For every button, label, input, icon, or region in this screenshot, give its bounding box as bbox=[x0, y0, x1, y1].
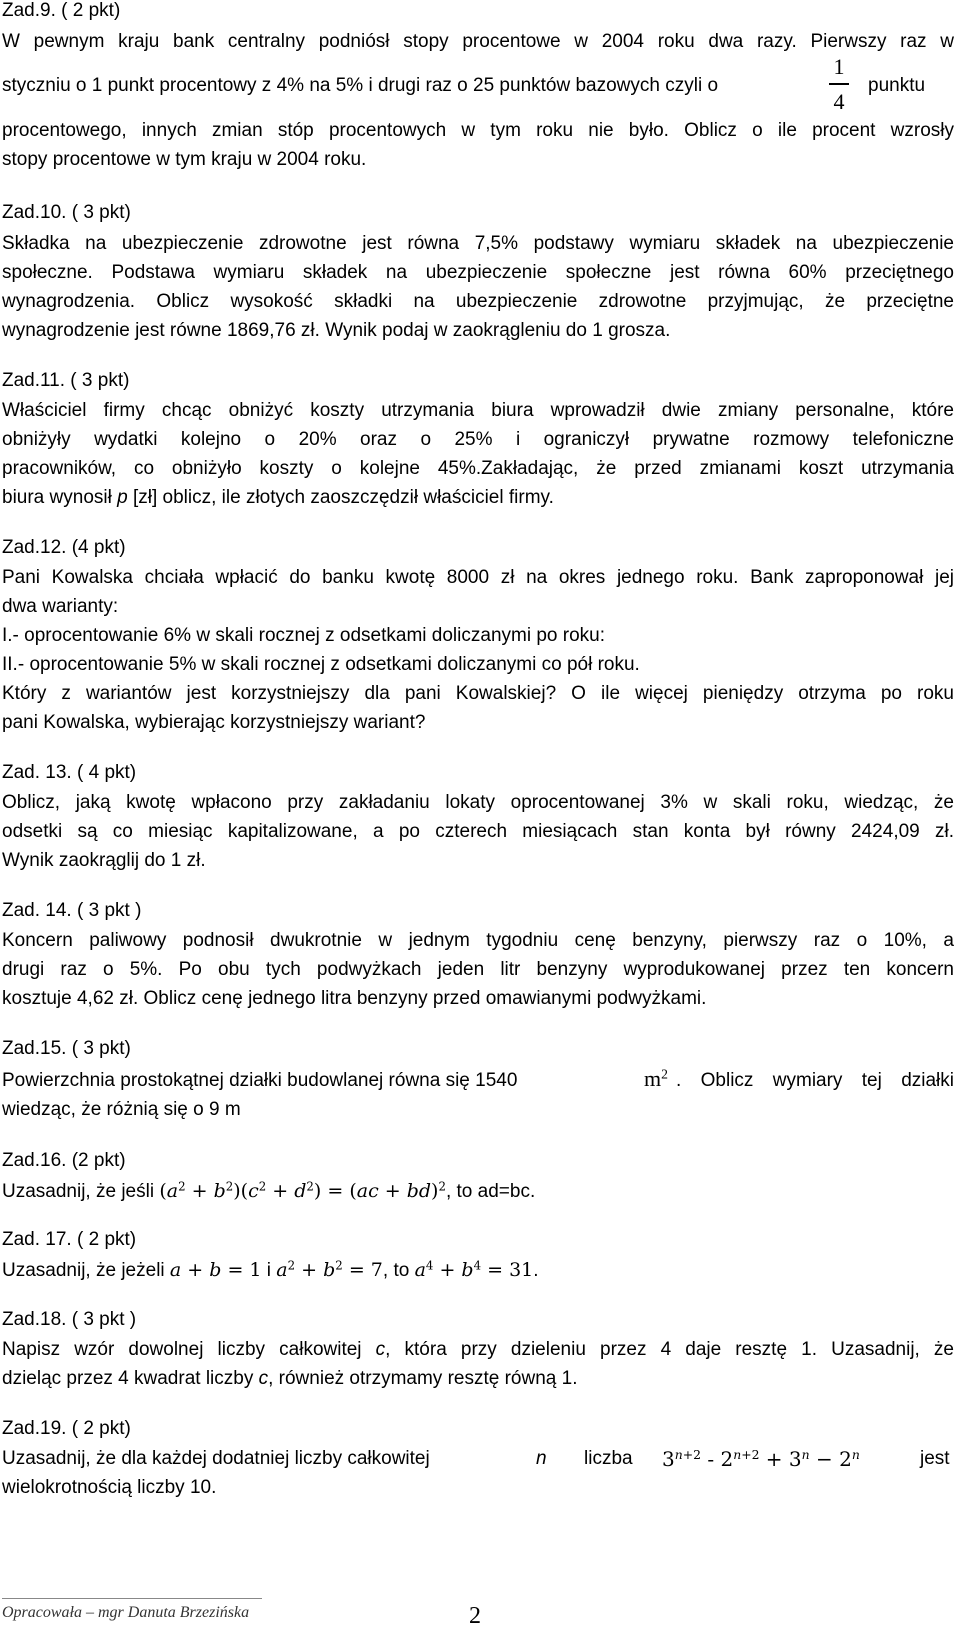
task-14-line-1: Koncern paliwowy podnosił dwukrotnie w jednym tygodniu cenę benzyny, pierwszy raz o 10%, a bbox=[2, 930, 954, 951]
task-12-variant-2: II.- oprocentowanie 5% w skali rocznej z odsetkami doliczanymi co pół roku. bbox=[2, 654, 640, 675]
task-13-line-2: odsetki są co miesiąc kapitalizowane, a po czterech miesiącach stan konta był równy 2424,09 zł. bbox=[2, 821, 954, 842]
task-12-line-1: Pani Kowalska chciała wpłacić do banku kwotę 8000 zł na okres jednego roku. Bank zaproponował jej bbox=[2, 567, 954, 588]
task-9-line-1: W pewnym kraju bank centralny podniósł stopy procentowe w 2004 roku dwa razy. Pierwszy raz w bbox=[2, 31, 954, 52]
task-15-line-1-end: . Oblicz wymiary tej działki bbox=[676, 1070, 954, 1091]
task-18-line-1-end: , która przy dzieleniu przez 4 daje resztę 1. Uzasadnij, że bbox=[385, 1339, 954, 1360]
task-14-line-2: drugi raz o 5%. Po obu tych podwyżkach jeden litr benzyny wyprodukowanej przez ten koncern bbox=[2, 959, 954, 980]
variable-c-2: c bbox=[258, 1368, 269, 1389]
task-10-heading: Zad.10. ( 3 pkt) bbox=[2, 202, 131, 223]
task-10-line-4: wynagrodzenie jest równe 1869,76 zł. Wynik podaj w zaokrągleniu do 1 grosza. bbox=[2, 320, 671, 341]
formula-fourth-powers: $a^4 + b^4 = 31$ bbox=[414, 1258, 534, 1281]
task-11-line-2: obniżyły wydatki kolejno o 20% oraz o 25% i ograniczył prywatne rozmowy telefoniczne bbox=[2, 429, 954, 450]
formula-sum: a + b = 1 bbox=[169, 1259, 262, 1281]
task-12-line-5: Który z wariantów jest korzystniejszy dla pani Kowalskiej? O ile więcej pieniędzy otrzyma po roku bbox=[2, 683, 954, 704]
task-16-heading: Zad.16. (2 pkt) bbox=[2, 1150, 126, 1171]
variable-n-text: n bbox=[536, 1448, 547, 1469]
task-19-heading: Zad.19. ( 2 pkt) bbox=[2, 1418, 131, 1439]
task-9-line-4: stopy procentowe w tym kraju w 2004 roku. bbox=[2, 149, 367, 170]
task-17-heading: Zad. 17. ( 2 pkt) bbox=[2, 1229, 137, 1250]
task-11-line-3: pracowników, co obniżyło koszty o kolejne 45%.Zakładając, że przed zmianami koszt utrzymania bbox=[2, 458, 954, 479]
minus-sign: - bbox=[707, 1447, 715, 1471]
task-19-jest: jest bbox=[920, 1448, 950, 1469]
formula-squares: $a^2 + b^2 = 7$ bbox=[276, 1258, 383, 1281]
task-12-line-2: dwa warianty: bbox=[2, 596, 119, 617]
task-18-heading: Zad.18. ( 3 pkt ) bbox=[2, 1309, 137, 1330]
task-15-heading: Zad.15. ( 3 pkt) bbox=[2, 1038, 131, 1059]
task-16-statement bbox=[2, 1180, 535, 1203]
task-18-line-1-start: Napisz wzór dowolnej liczby całkowitej bbox=[2, 1339, 376, 1360]
unit-exponent: 2 bbox=[661, 1066, 668, 1082]
task-18-line-2 bbox=[2, 1368, 577, 1390]
unit-m: m bbox=[644, 1066, 662, 1091]
task-17-then: , to bbox=[382, 1260, 415, 1281]
variable-c: c bbox=[375, 1339, 386, 1360]
fraction-denominator: 4 bbox=[833, 89, 845, 114]
fraction-numerator: 1 bbox=[833, 54, 845, 79]
task-11-line-4 bbox=[2, 487, 554, 509]
variable-n bbox=[536, 1448, 547, 1470]
task-14-heading: Zad. 14. ( 3 pkt ) bbox=[2, 900, 142, 921]
task-9-line-2: styczniu o 1 punkt procentowy z 4% na 5% i drugi raz o 25 punktów bazowych czyli o bbox=[2, 75, 719, 96]
task-11-heading: Zad.11. ( 3 pkt) bbox=[2, 370, 130, 391]
task-15-line-1: Powierzchnia prostokątnej działki budowlanej równa się 1540 bbox=[2, 1070, 518, 1091]
task-9-line-3: procentowego, innych zmian stóp procentowych w tym roku nie było. Oblicz o ile procent wzrosły bbox=[2, 120, 954, 141]
task-15-line-2: wiedząc, że różnią się o 9 m bbox=[2, 1099, 241, 1120]
footer-divider bbox=[2, 1598, 262, 1599]
task-17-conjunction: i bbox=[261, 1260, 277, 1281]
unit-square-meters bbox=[644, 1068, 668, 1090]
task-19-liczba: liczba bbox=[584, 1448, 633, 1469]
task-13-line-1: Oblicz, jaką kwotę wpłacono przy zakładaniu lokaty oprocentowanej 3% w skali roku, wiedząc, że bbox=[2, 792, 954, 813]
task-10-line-1: Składka na ubezpieczenie zdrowotne jest równa 7,5% podstawy wymiaru składek na ubezpieczenie bbox=[2, 233, 954, 254]
task-17-statement bbox=[2, 1259, 539, 1282]
page-number: 2 bbox=[469, 1603, 481, 1629]
task-11-line-4-start: biura wynosił bbox=[2, 487, 118, 508]
footer-author: Opracowała – mgr Danuta Brzezińska bbox=[2, 1604, 250, 1621]
task-17-text: Uzasadnij, że jeżeli bbox=[2, 1260, 170, 1281]
task-19-line-1: Uzasadnij, że dla każdej dodatniej liczby całkowitej bbox=[2, 1448, 430, 1469]
formula-identity: $(a^2 + b^2)(c^2 + d^2) = (ac + bd)^2$ bbox=[159, 1179, 446, 1202]
task-9-heading: Zad.9. ( 2 pkt) bbox=[2, 0, 121, 21]
task-11-line-4-end: [zł] oblicz, ile złotych zaoszczędził właściciel firmy. bbox=[127, 487, 554, 508]
task-12-heading: Zad.12. (4 pkt) bbox=[2, 537, 126, 558]
formula-expression: $3^{n+2} - 2^{n+2} + 3^n - 2^n$ bbox=[662, 1447, 860, 1471]
task-13-heading: Zad. 13. ( 4 pkt) bbox=[2, 762, 137, 783]
task-13-line-3: Wynik zaokrąglij do 1 zł. bbox=[2, 850, 206, 871]
task-11-line-1: Właściciel firmy chcąc obniżyć koszty utrzymania biura wprowadził dwie zmiany personalne, które bbox=[2, 400, 954, 421]
task-9-line-2-end: punktu bbox=[868, 75, 926, 96]
fraction-bar bbox=[829, 83, 849, 85]
task-18-line-2-start: dzieląc przez 4 kwadrat liczby bbox=[2, 1368, 259, 1389]
task-16-text: Uzasadnij, że jeśli bbox=[2, 1181, 160, 1202]
task-16-conclusion: , to ad=bc. bbox=[445, 1181, 536, 1202]
task-10-line-2: społeczne. Podstawa wymiaru składek na ubezpieczenie społeczne jest równa 60% przeciętnego bbox=[2, 262, 954, 283]
task-17-period: . bbox=[533, 1260, 539, 1281]
task-18-line-2-end: , również otrzymamy resztę równą 1. bbox=[268, 1368, 578, 1389]
task-12-variant-1: I.- oprocentowanie 6% w skali rocznej z odsetkami doliczanymi po roku: bbox=[2, 625, 605, 646]
task-19-line-2: wielokrotnością liczby 10. bbox=[2, 1477, 217, 1498]
task-18-line-1 bbox=[2, 1339, 954, 1361]
task-12-line-6: pani Kowalska, wybierając korzystniejszy wariant? bbox=[2, 712, 426, 733]
task-14-line-3: kosztuje 4,62 zł. Oblicz cenę jednego litra benzyny przed omawianymi podwyżkami. bbox=[2, 988, 707, 1009]
variable-p: p bbox=[117, 487, 128, 508]
task-10-line-3: wynagrodzenia. Oblicz wysokość składki na ubezpieczenie zdrowotne przyjmując, że przeciętne bbox=[2, 291, 954, 312]
